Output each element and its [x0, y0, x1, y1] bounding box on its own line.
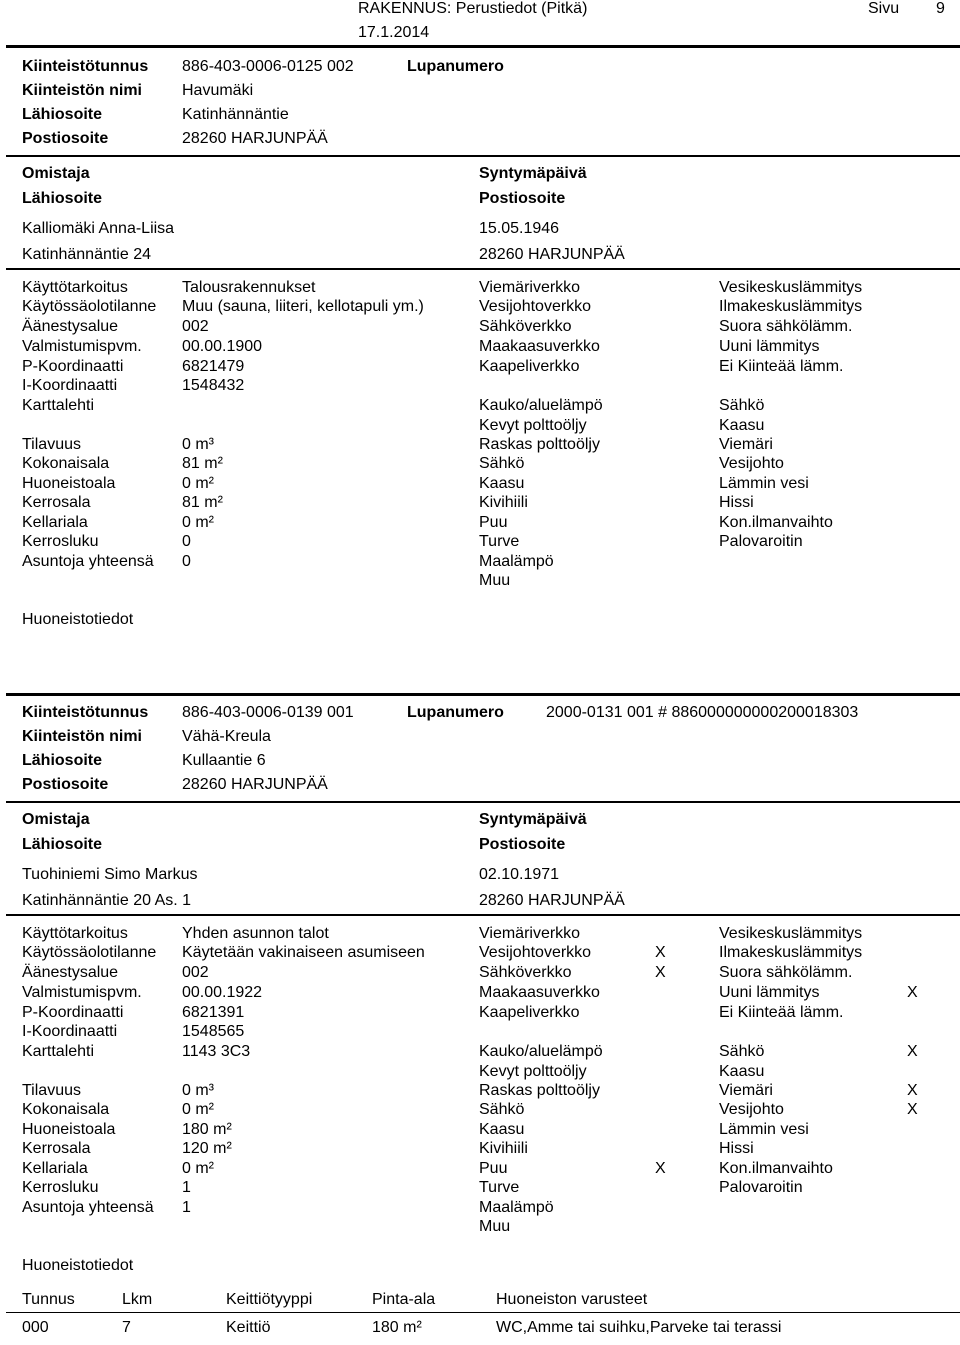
owner-postal: 28260 HARJUNPÄÄ [479, 246, 625, 263]
attribute-label: Äänestysalue [22, 318, 119, 335]
kiinteiston-nimi-value: Vähä-Kreula [182, 728, 271, 745]
owner-name: Kalliomäki Anna-Liisa [22, 220, 175, 237]
heating-label: Kivihiili [479, 494, 528, 511]
page-number: 9 [936, 0, 945, 17]
apartment-cell: 180 m² [372, 1319, 422, 1336]
kiinteistotunnus-value: 886-403-0006-0139 001 [182, 704, 354, 721]
network-label: Maakaasuverkko [479, 338, 600, 355]
equipment-label: Palovaroitin [719, 1179, 803, 1196]
owner-address: Katinhännäntie 20 As. 1 [22, 892, 192, 909]
heating-type-label: Suora sähkölämm. [719, 964, 853, 981]
heating-label: Raskas polttoöljy [479, 436, 600, 453]
attribute-value: 6821391 [182, 1004, 245, 1021]
heating-type-label: Ilmakeskuslämmitys [719, 298, 863, 315]
equipment-label: Viemäri [719, 1082, 773, 1099]
equipment-label: Hissi [719, 1140, 754, 1157]
network-label: Vesijohtoverkko [479, 944, 592, 961]
attribute-value: Muu (sauna, liiteri, kellotapuli ym.) [182, 298, 424, 315]
equipment-label: Sähkö [719, 397, 765, 414]
attribute-value: 0 [182, 533, 191, 550]
syntymapaiva-label: Syntymäpäivä [479, 165, 587, 182]
attribute-label: Kokonaisala [22, 1101, 110, 1118]
heating-label: Kevyt polttoöljy [479, 1063, 587, 1080]
attribute-value: Käytetään vakinaiseen asumiseen [182, 944, 425, 961]
attribute-label: Kerrosluku [22, 533, 99, 550]
attribute-label: Valmistumispvm. [22, 338, 142, 355]
kiinteistotunnus-value: 886-403-0006-0125 002 [182, 58, 354, 75]
lahiosoite-value: Katinhännäntie [182, 106, 289, 123]
equipment-label: Kaasu [719, 417, 765, 434]
heating-label: Puu [479, 1160, 508, 1177]
owner-divider [6, 155, 960, 157]
attribute-label: Karttalehti [22, 1043, 95, 1060]
attribute-value: 180 m² [182, 1121, 232, 1138]
lupanumero-value: 2000-0131 001 # 886000000000200018303 [546, 704, 859, 721]
syntymapaiva-label: Syntymäpäivä [479, 811, 587, 828]
owner-postiosoite-label: Postiosoite [479, 836, 566, 853]
owner-postiosoite-label: Postiosoite [479, 190, 566, 207]
postiosoite-value: 28260 HARJUNPÄÄ [182, 130, 328, 147]
attribute-value: 0 [182, 553, 191, 570]
attribute-label: Tilavuus [22, 436, 81, 453]
attribute-value: Yhden asunnon talot [182, 925, 329, 942]
header-divider [6, 45, 960, 48]
heating-label: Raskas polttoöljy [479, 1082, 600, 1099]
attribute-value: 00.00.1922 [182, 984, 263, 1001]
equipment-label: Kon.ilmanvaihto [719, 1160, 833, 1177]
heating-label: Maalämpö [479, 1199, 554, 1216]
apartment-column-header: Keittiötyyppi [226, 1291, 313, 1308]
equipment-label: Viemäri [719, 436, 773, 453]
heating-label: Muu [479, 1218, 511, 1235]
attribute-label: Käyttötarkoitus [22, 279, 128, 296]
attribute-label: Käyttötarkoitus [22, 925, 128, 942]
lupanumero-label: Lupanumero [407, 58, 504, 75]
equipment-mark: X [907, 1043, 918, 1060]
attribute-label: P-Koordinaatti [22, 1004, 124, 1021]
apartment-table-divider [6, 1312, 960, 1313]
equipment-label: Kaasu [719, 1063, 765, 1080]
attribute-value: 1548432 [182, 377, 245, 394]
attribute-label: Karttalehti [22, 397, 95, 414]
kiinteiston-nimi-value: Havumäki [182, 82, 254, 99]
network-mark: X [655, 964, 666, 981]
heating-label: Turve [479, 1179, 520, 1196]
heating-label: Kevyt polttoöljy [479, 417, 587, 434]
kiinteistotunnus-label: Kiinteistötunnus [22, 58, 149, 75]
lahiosoite-label: Lähiosoite [22, 106, 103, 123]
attribute-label: Kellariala [22, 514, 88, 531]
heating-label: Muu [479, 572, 511, 589]
attribute-label: P-Koordinaatti [22, 358, 124, 375]
attribute-label: I-Koordinaatti [22, 377, 118, 394]
heating-type-label: Suora sähkölämm. [719, 318, 853, 335]
huoneistotiedot-label: Huoneistotiedot [22, 611, 134, 628]
heating-label: Sähkö [479, 455, 525, 472]
heating-type-label: Ei Kiinteää lämm. [719, 358, 844, 375]
heating-label: Kauko/aluelämpö [479, 1043, 603, 1060]
attribute-value: 0 m² [182, 1160, 214, 1177]
page-label: Sivu [868, 0, 900, 17]
record-divider [6, 693, 960, 696]
attribute-label: Käytössäolotilanne [22, 298, 157, 315]
equipment-label: Lämmin vesi [719, 475, 809, 492]
lupanumero-label: Lupanumero [407, 704, 504, 721]
attribute-value: 0 m² [182, 475, 214, 492]
apartment-cell: 7 [122, 1319, 131, 1336]
omistaja-label: Omistaja [22, 165, 90, 182]
apartment-column-header: Tunnus [22, 1291, 75, 1308]
postiosoite-label: Postiosoite [22, 776, 109, 793]
attribute-value: 0 m³ [182, 1082, 214, 1099]
heating-label: Kauko/aluelämpö [479, 397, 603, 414]
kiinteistotunnus-label: Kiinteistötunnus [22, 704, 149, 721]
lahiosoite-value: Kullaantie 6 [182, 752, 266, 769]
heating-type-label: Vesikeskuslämmitys [719, 925, 863, 942]
attribute-label: I-Koordinaatti [22, 1023, 118, 1040]
attribute-value: 002 [182, 964, 209, 981]
attribute-value: 1143 3C3 [182, 1043, 251, 1060]
attribute-label: Tilavuus [22, 1082, 81, 1099]
attribute-label: Kerrosala [22, 1140, 91, 1157]
report-title: RAKENNUS: Perustiedot (Pitkä) [358, 0, 588, 17]
equipment-label: Palovaroitin [719, 533, 803, 550]
huoneistotiedot-label: Huoneistotiedot [22, 1257, 134, 1274]
heating-type-label: Ilmakeskuslämmitys [719, 944, 863, 961]
attribute-value: Talousrakennukset [182, 279, 316, 296]
apartment-column-header: Huoneiston varusteet [496, 1291, 648, 1308]
attribute-value: 120 m² [182, 1140, 232, 1157]
owner-postal: 28260 HARJUNPÄÄ [479, 892, 625, 909]
network-label: Kaapeliverkko [479, 358, 580, 375]
apartment-column-header: Pinta-ala [372, 1291, 436, 1308]
heating-label: Kaasu [479, 1121, 525, 1138]
attribute-label: Kerrosluku [22, 1179, 99, 1196]
attribute-value: 0 m² [182, 1101, 214, 1118]
equipment-label: Vesijohto [719, 455, 784, 472]
attributes-divider [6, 268, 960, 270]
lahiosoite-label: Lähiosoite [22, 752, 103, 769]
postiosoite-label: Postiosoite [22, 130, 109, 147]
owner-address: Katinhännäntie 24 [22, 246, 151, 263]
apartment-column-header: Lkm [122, 1291, 153, 1308]
network-label: Sähköverkko [479, 964, 572, 981]
heating-type-mark: X [907, 984, 918, 1001]
heating-label: Turve [479, 533, 520, 550]
owner-lahiosoite-label: Lähiosoite [22, 836, 103, 853]
network-mark: X [655, 944, 666, 961]
attribute-label: Huoneistoala [22, 475, 116, 492]
heating-type-label: Uuni lämmitys [719, 984, 820, 1001]
attribute-label: Kellariala [22, 1160, 88, 1177]
network-label: Kaapeliverkko [479, 1004, 580, 1021]
attribute-label: Valmistumispvm. [22, 984, 142, 1001]
attribute-label: Asuntoja yhteensä [22, 553, 154, 570]
apartment-cell: Keittiö [226, 1319, 271, 1336]
heating-label: Kivihiili [479, 1140, 528, 1157]
equipment-label: Vesijohto [719, 1101, 784, 1118]
owner-divider [6, 801, 960, 803]
attribute-value: 00.00.1900 [182, 338, 263, 355]
attribute-label: Huoneistoala [22, 1121, 116, 1138]
kiinteiston-nimi-label: Kiinteistön nimi [22, 82, 142, 99]
heating-type-label: Ei Kiinteää lämm. [719, 1004, 844, 1021]
equipment-mark: X [907, 1082, 918, 1099]
attribute-value: 81 m² [182, 455, 223, 472]
apartment-cell: 000 [22, 1319, 49, 1336]
attribute-label: Kokonaisala [22, 455, 110, 472]
attribute-value: 0 m² [182, 514, 214, 531]
report-date: 17.1.2014 [358, 24, 430, 41]
attribute-value: 1 [182, 1179, 191, 1196]
attribute-label: Kerrosala [22, 494, 91, 511]
attribute-value: 1 [182, 1199, 191, 1216]
owner-birthdate: 02.10.1971 [479, 866, 560, 883]
attribute-label: Käytössäolotilanne [22, 944, 157, 961]
heating-label: Puu [479, 514, 508, 531]
network-label: Sähköverkko [479, 318, 572, 335]
attribute-label: Äänestysalue [22, 964, 119, 981]
attribute-label: Asuntoja yhteensä [22, 1199, 154, 1216]
attribute-value: 1548565 [182, 1023, 245, 1040]
heating-label: Kaasu [479, 475, 525, 492]
omistaja-label: Omistaja [22, 811, 90, 828]
equipment-label: Sähkö [719, 1043, 765, 1060]
heating-type-label: Vesikeskuslämmitys [719, 279, 863, 296]
apartment-cell: WC,Amme tai suihku,Parveke tai terassi [496, 1319, 782, 1336]
heating-mark: X [655, 1160, 666, 1177]
equipment-label: Kon.ilmanvaihto [719, 514, 833, 531]
heating-label: Maalämpö [479, 553, 554, 570]
attribute-value: 0 m³ [182, 436, 214, 453]
attribute-value: 002 [182, 318, 209, 335]
network-label: Maakaasuverkko [479, 984, 600, 1001]
network-label: Viemäriverkko [479, 279, 581, 296]
equipment-label: Lämmin vesi [719, 1121, 809, 1138]
equipment-mark: X [907, 1101, 918, 1118]
heating-label: Sähkö [479, 1101, 525, 1118]
owner-lahiosoite-label: Lähiosoite [22, 190, 103, 207]
equipment-label: Hissi [719, 494, 754, 511]
owner-name: Tuohiniemi Simo Markus [22, 866, 198, 883]
attribute-value: 6821479 [182, 358, 245, 375]
postiosoite-value: 28260 HARJUNPÄÄ [182, 776, 328, 793]
kiinteiston-nimi-label: Kiinteistön nimi [22, 728, 142, 745]
attribute-value: 81 m² [182, 494, 223, 511]
network-label: Viemäriverkko [479, 925, 581, 942]
attributes-divider [6, 914, 960, 916]
network-label: Vesijohtoverkko [479, 298, 592, 315]
owner-birthdate: 15.05.1946 [479, 220, 560, 237]
heating-type-label: Uuni lämmitys [719, 338, 820, 355]
